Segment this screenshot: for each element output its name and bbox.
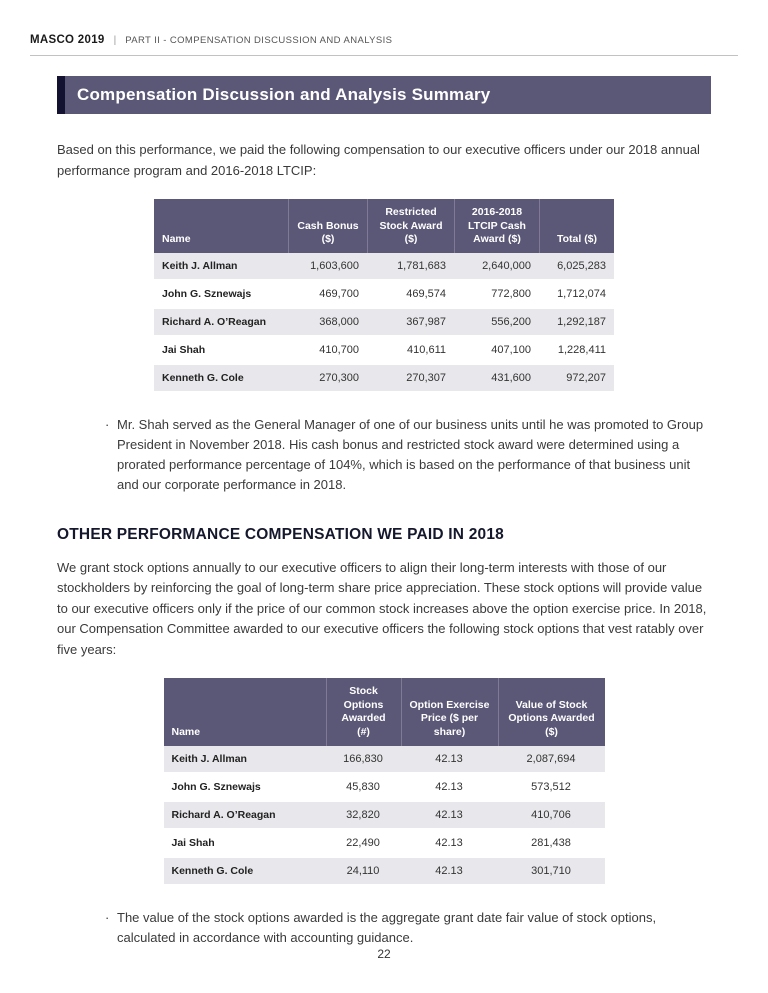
exec-name-cell: Richard A. O’Reagan xyxy=(154,309,288,337)
value-cell: 772,800 xyxy=(454,281,539,309)
compensation-table xyxy=(154,199,614,393)
options-table xyxy=(164,678,605,886)
note-bullet xyxy=(105,908,711,948)
options-table-head xyxy=(164,678,605,746)
value-cell: 281,438 xyxy=(498,830,605,858)
value-cell: 407,100 xyxy=(454,337,539,365)
options-table-wrap xyxy=(57,678,711,886)
value-cell: 24,110 xyxy=(326,858,401,886)
col-header-options-value: Value of Stock Options Awarded ($) xyxy=(498,678,605,746)
bullet-text: The value of the stock options awarded is the aggregate grant date fair value of stock options, calculated in accordance with accounting guidance. xyxy=(117,909,657,945)
running-header xyxy=(30,0,738,56)
value-cell: 42.13 xyxy=(401,746,498,774)
section-heading: OTHER PERFORMANCE COMPENSATION WE PAID IN 2018 xyxy=(57,525,504,543)
exec-name-cell: Jai Shah xyxy=(154,337,288,365)
header-section-text: PART II - COMPENSATION DISCUSSION AND ANALYSIS xyxy=(125,35,393,46)
bullet-marker: · xyxy=(105,909,110,925)
table-row xyxy=(164,858,605,886)
value-cell: 1,712,074 xyxy=(539,281,614,309)
value-cell: 573,512 xyxy=(498,774,605,802)
value-cell: 367,987 xyxy=(367,309,454,337)
value-cell: 1,292,187 xyxy=(539,309,614,337)
value-cell: 42.13 xyxy=(401,802,498,830)
compensation-table-wrap xyxy=(57,199,711,393)
value-cell: 2,087,694 xyxy=(498,746,605,774)
col-header-total: Total ($) xyxy=(539,199,614,253)
value-cell: 972,207 xyxy=(539,365,614,393)
brand-text: MASCO 2019 xyxy=(30,34,105,46)
value-cell: 368,000 xyxy=(288,309,367,337)
value-cell: 1,228,411 xyxy=(539,337,614,365)
exec-name-cell: John G. Sznewajs xyxy=(154,281,288,309)
value-cell: 431,600 xyxy=(454,365,539,393)
table-row xyxy=(164,830,605,858)
value-cell: 6,025,283 xyxy=(539,253,614,281)
bullet-marker: · xyxy=(105,416,110,432)
options-paragraph: We grant stock options annually to our executive officers to align their long-term interests with those of our stockholders by reinforcing the goal of long-term share price appreciation. These stock options will provide value to our executive officers only if the price of our common stock increases above the option exercise price. In 2018, our Compensation Committee awarded to our executive officers the following stock options that vest ratably over five years: xyxy=(57,559,707,657)
note-bullet xyxy=(105,415,711,496)
value-cell: 270,307 xyxy=(367,365,454,393)
header-divider: | xyxy=(113,35,117,46)
table-row xyxy=(154,365,614,393)
value-cell: 22,490 xyxy=(326,830,401,858)
col-header-stock-options: Stock Options Awarded (#) xyxy=(326,678,401,746)
value-cell: 469,574 xyxy=(367,281,454,309)
value-cell: 301,710 xyxy=(498,858,605,886)
exec-name-cell: Jai Shah xyxy=(164,830,326,858)
col-header-cash-bonus: Cash Bonus ($) xyxy=(288,199,367,253)
bullet-text: Mr. Shah served as the General Manager of one of our business units until he was promoted to Group President in November 2018. His cash bonus and restricted stock award were determined using a prorated performance percentage of 104%, which is based on the performance of that business unit and our corporate performance in 2018. xyxy=(117,416,704,493)
title-banner xyxy=(57,76,711,114)
table-row xyxy=(164,774,605,802)
exec-name-cell: Keith J. Allman xyxy=(154,253,288,281)
intro-paragraph: Based on this performance, we paid the following compensation to our executive officers under our 2018 annual performance program and 2016-2018 LTCIP: xyxy=(57,142,700,178)
table-row xyxy=(154,253,614,281)
table-row xyxy=(164,746,605,774)
options-table-body xyxy=(164,746,605,886)
col-header-name: Name xyxy=(164,678,326,746)
value-cell: 469,700 xyxy=(288,281,367,309)
col-header-restricted-stock: Restricted Stock Award ($) xyxy=(367,199,454,253)
value-cell: 2,640,000 xyxy=(454,253,539,281)
value-cell: 270,300 xyxy=(288,365,367,393)
compensation-table-body xyxy=(154,253,614,393)
exec-name-cell: Kenneth G. Cole xyxy=(164,858,326,886)
value-cell: 42.13 xyxy=(401,858,498,886)
exec-name-cell: Kenneth G. Cole xyxy=(154,365,288,393)
value-cell: 45,830 xyxy=(326,774,401,802)
compensation-table-head xyxy=(154,199,614,253)
page-title: Compensation Discussion and Analysis Summary xyxy=(77,85,491,104)
value-cell: 1,781,683 xyxy=(367,253,454,281)
value-cell: 1,603,600 xyxy=(288,253,367,281)
col-header-ltcip: 2016-2018 LTCIP Cash Award ($) xyxy=(454,199,539,253)
value-cell: 410,611 xyxy=(367,337,454,365)
table-row xyxy=(154,281,614,309)
col-header-name: Name xyxy=(154,199,288,253)
value-cell: 410,700 xyxy=(288,337,367,365)
table-row xyxy=(154,309,614,337)
exec-name-cell: John G. Sznewajs xyxy=(164,774,326,802)
table-row xyxy=(154,337,614,365)
exec-name-cell: Keith J. Allman xyxy=(164,746,326,774)
value-cell: 42.13 xyxy=(401,830,498,858)
value-cell: 410,706 xyxy=(498,802,605,830)
value-cell: 32,820 xyxy=(326,802,401,830)
page-content xyxy=(0,76,768,948)
page-number: 22 xyxy=(377,947,391,961)
value-cell: 42.13 xyxy=(401,774,498,802)
table-row xyxy=(164,802,605,830)
exec-name-cell: Richard A. O’Reagan xyxy=(164,802,326,830)
col-header-exercise-price: Option Exercise Price ($ per share) xyxy=(401,678,498,746)
value-cell: 556,200 xyxy=(454,309,539,337)
value-cell: 166,830 xyxy=(326,746,401,774)
